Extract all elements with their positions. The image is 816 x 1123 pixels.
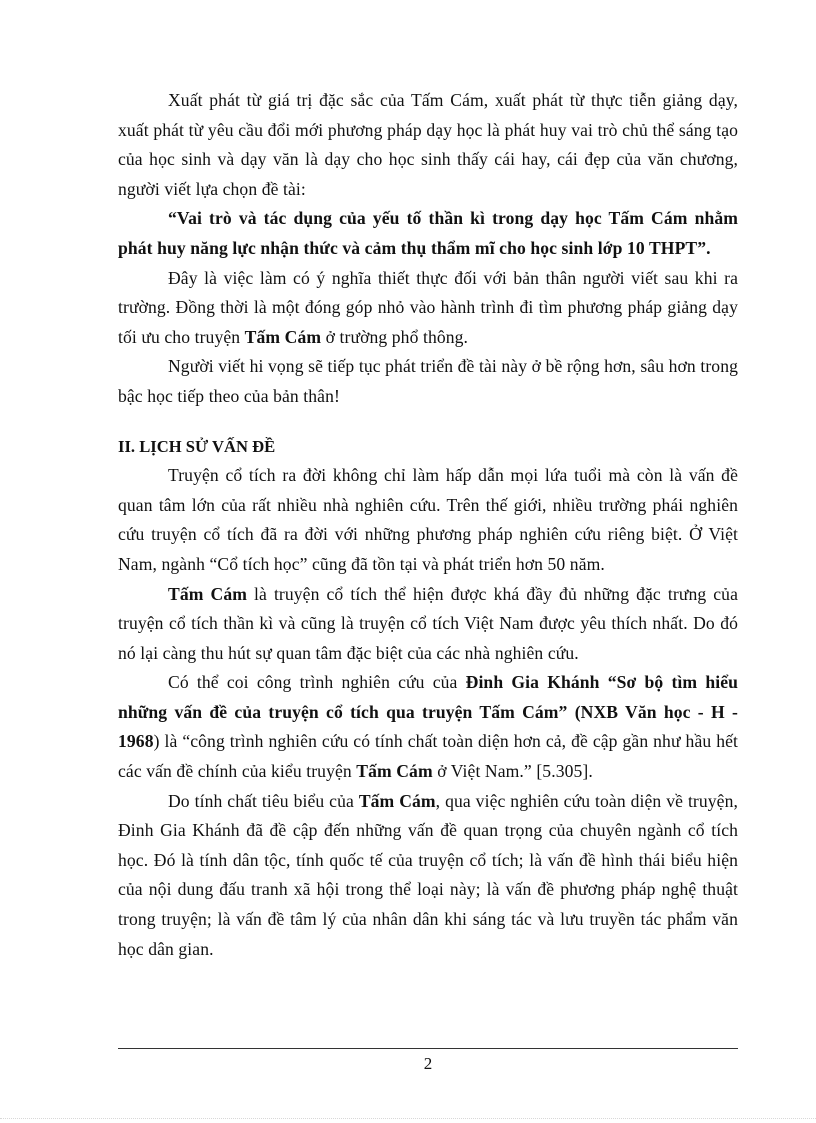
footer-divider [118, 1048, 738, 1049]
page-bottom-border [0, 1118, 816, 1119]
paragraph-3 [118, 264, 738, 353]
page-number: 2 [423, 1054, 433, 1073]
paragraph-8-text-a: Do tính chất tiêu biểu của [168, 790, 359, 811]
topic-title-paragraph: “Vai trò và tác dụng của yếu tố thần kì trong dạy học Tấm Cám nhằm phát huy năng lực nhận thức và cảm thụ thẩm mĩ cho học sinh lớp 10 THPT”. [118, 208, 738, 258]
paragraph-8-text-c: , qua việc nghiên cứu toàn diện về truyện, Đinh Gia Khánh đã đề cập đến những vấn đề quan trọng của chuyên ngành cổ tích học. Đó là tính dân tộc, tính quốc tế của truyện cổ tích; là vấn đề hình thái biểu hiện của nội dung đấu tranh xã hội trong thể loại này; là vấn đề phương pháp nghệ thuật trong truyện; là vấn đề tâm lý của nhân dân khi sáng tác và lưu truyền tác phẩm văn học dân gian. [118, 790, 738, 959]
paragraph-6-bold: Tấm Cám [168, 583, 247, 604]
paragraph-3-text-c: ở trường phổ thông. [321, 326, 469, 347]
paragraph-7-bold-citation: Đinh Gia Khánh “Sơ bộ tìm hiểu những vấn đề của truyện cổ tích qua truyện Tấm Cám” (NXB Văn học - H - 1968 [118, 672, 738, 752]
paragraph-8-bold: Tấm Cám [358, 790, 436, 811]
page-body [118, 86, 738, 964]
section-heading: II. LỊCH SỬ VẤN ĐỀ [118, 436, 276, 456]
paragraph-4: Người viết hi vọng sẽ tiếp tục phát triển đề tài này ở bề rộng hơn, sâu hơn trong bậc học tiếp theo của bản thân! [118, 356, 738, 406]
paragraph-7-bold-title: Tấm Cám [356, 761, 433, 782]
paragraph-5: Truyện cổ tích ra đời không chỉ làm hấp dẫn mọi lứa tuổi mà còn là vấn đề quan tâm lớn của rất nhiều nhà nghiên cứu. Trên thế giới, nhiều trường phái nghiên cứu truyện cổ tích đã ra đời với những phương pháp nghiên cứu riêng biệt. Ở Việt Nam, ngành “Cổ tích học” cũng đã tồn tại và phát triển hơn 50 năm. [118, 465, 738, 574]
paragraph-3-bold: Tấm Cám [244, 326, 322, 347]
paragraph-7-text-c: ) là “công trình nghiên cứu có tính chất toàn diện hơn cả, đề cập gần như hầu hết các vấn đề chính của kiểu truyện [118, 731, 738, 782]
paragraph-6-text: là truyện cổ tích thể hiện được khá đầy đủ những đặc trưng của truyện cổ tích thần kì và cũng là truyện cổ tích Việt Nam được yêu thích nhất. Do đó nó lại càng thu hút sự quan tâm đặc biệt của các nhà nghiên cứu. [118, 583, 738, 663]
paragraph-3-text-a: Đây là việc làm có ý nghĩa thiết thực đối với bản thân người viết sau khi ra trường. Đồng thời là một đóng góp nhỏ vào hành trình đi tìm phương pháp giảng dạy tối ưu cho truyện [118, 267, 738, 347]
paragraph-7-text-e: ở Việt Nam.” [5.305]. [432, 761, 593, 782]
paragraph-6 [118, 580, 738, 669]
paragraph-7-text-a: Có thể coi công trình nghiên cứu của [168, 672, 466, 693]
paragraph-7 [118, 668, 738, 786]
paragraph-8 [118, 787, 738, 965]
paragraph-1: Xuất phát từ giá trị đặc sắc của Tấm Cám, xuất phát từ thực tiễn giảng dạy, xuất phát từ yêu cầu đổi mới phương pháp dạy học là phát huy vai trò chủ thể sáng tạo của học sinh và dạy văn là dạy cho học sinh thấy cái hay, cái đẹp của văn chương, người viết lựa chọn đề tài: [118, 90, 738, 199]
